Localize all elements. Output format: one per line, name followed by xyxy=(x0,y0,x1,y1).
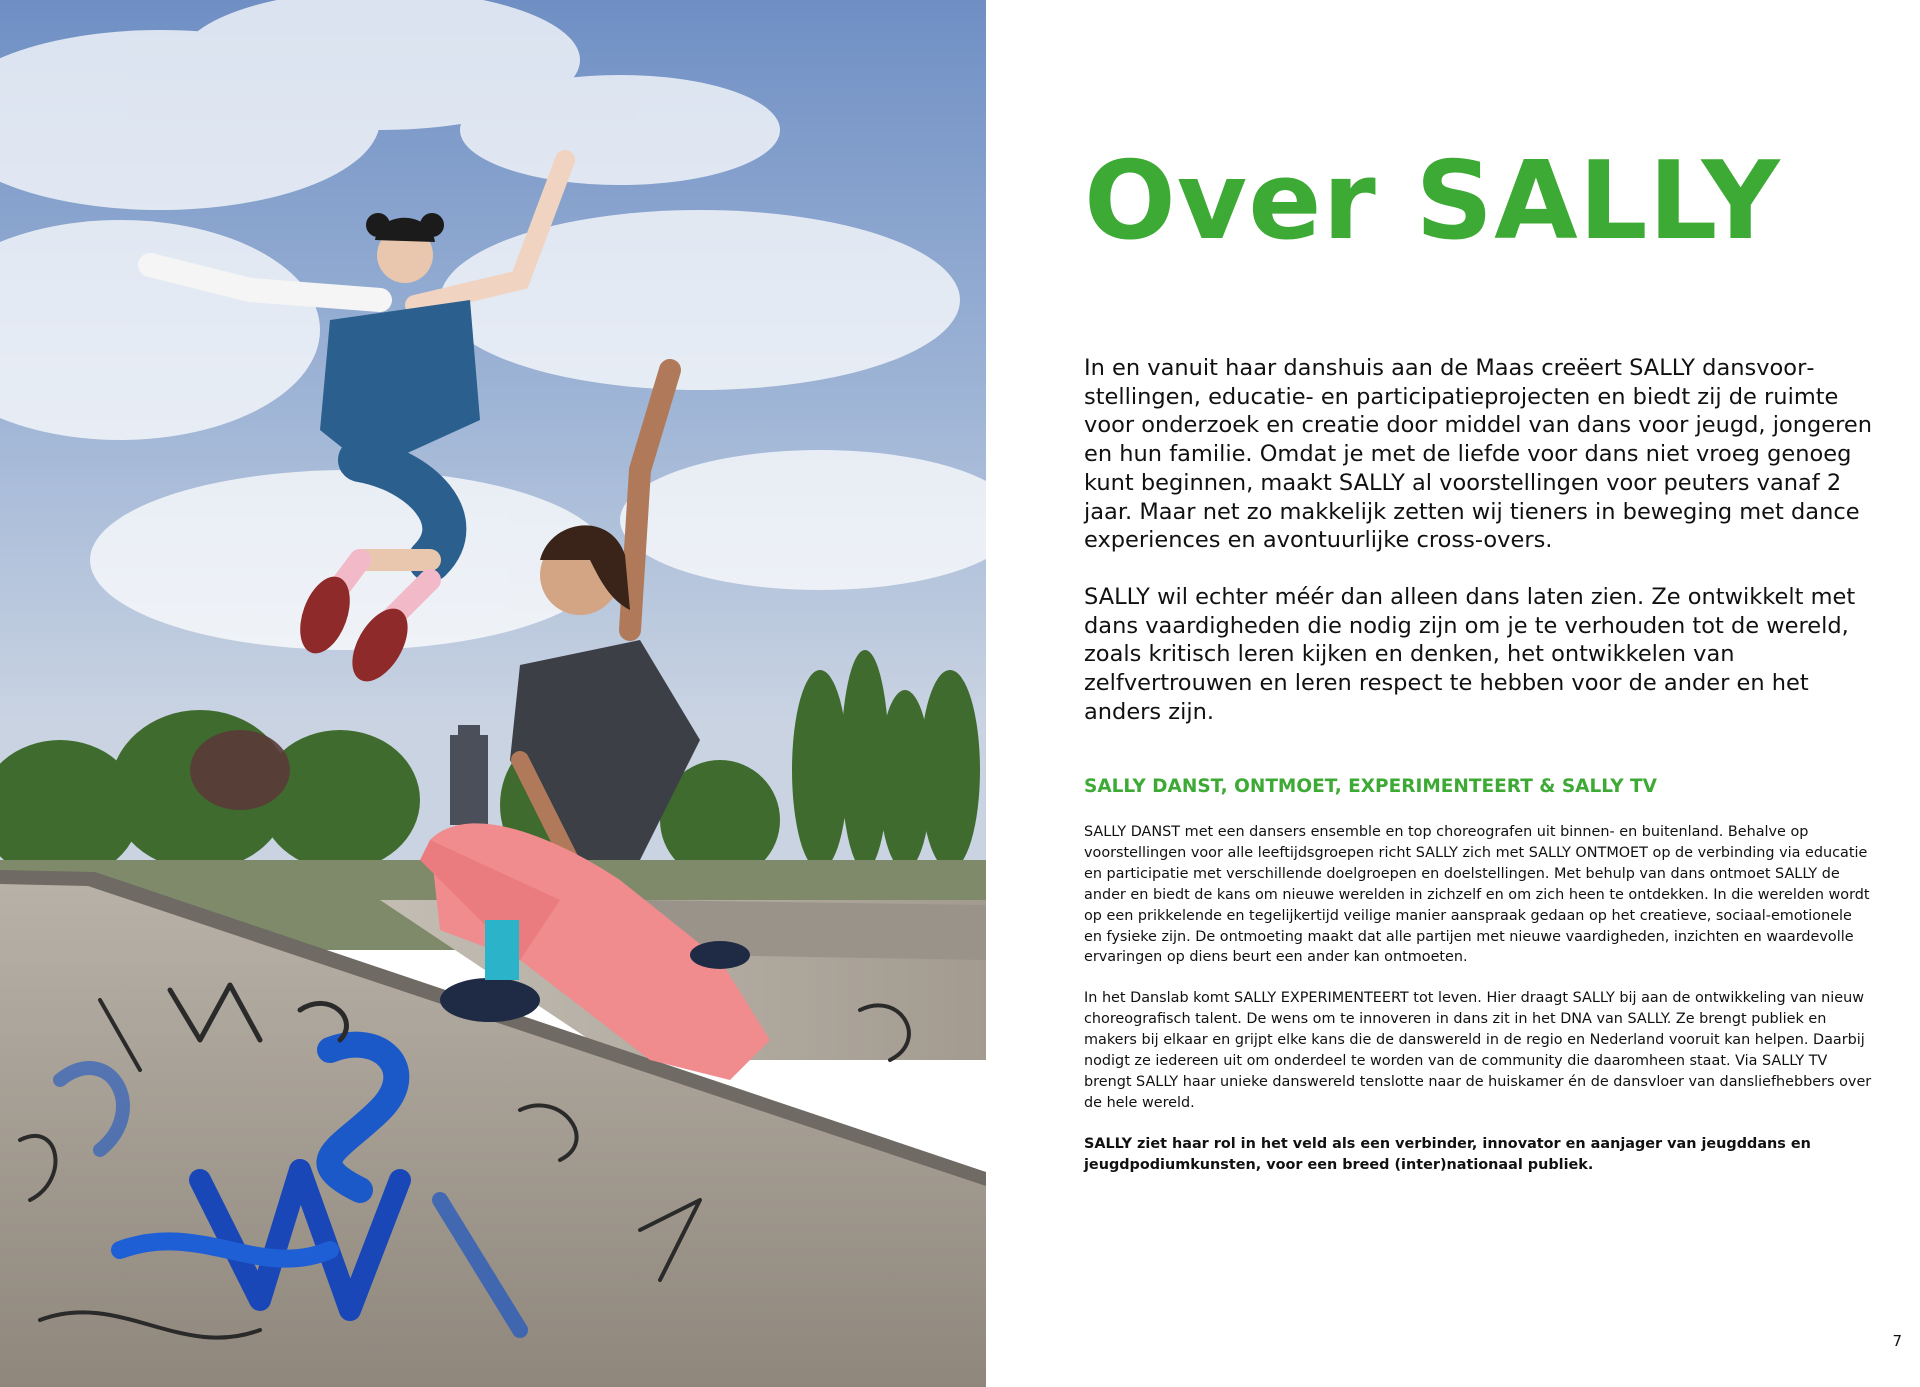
body-paragraph: SALLY DANST met een dansers ensemble en top choreografen uit binnen- en buitenland. Behalve op voorstellingen voor alle leeftijdsgroepen richt SALLY zich met SALLY ONTMOET op de verbinding via educatie en participatie met verschillende doelgroepen en doelstellingen. Met behulp van dans ontmoet SALLY de ander en biedt de kans om nieuwe werelden in zichzelf en om zich heen te ontdekken. In die werelden wordt op een prikkelende en tegelijkertijd veilige manier aanspraak gedaan op het creatieve, sociaal-emotionele en fysieke zijn. De ontmoeting maakt dat alle partijen met nieuwe vaardigheden, inzichten en waardevolle ervaringen op diens beurt een ander kan ontmoeten. xyxy=(1084,824,1870,966)
page-number: 7 xyxy=(1892,1332,1902,1350)
page-title: Over SALLY xyxy=(1084,139,1781,264)
closing-statement: SALLY ziet haar rol in het veld als een verbinder, innovator en aanjager van jeugddans en jeugdpodiumkunsten, voor een breed (inter)nationaal publiek. xyxy=(1084,1135,1811,1173)
section-heading: SALLY DANST, ONTMOET, EXPERIMENTEERT & SALLY TV xyxy=(1084,776,1657,797)
body-paragraph: In het Danslab komt SALLY EXPERIMENTEERT tot leven. Hier draagt SALLY bij aan de ontwikkeling van nieuw choreografisch talent. De wens om te innoveren in dans zit in het DNA van SALLY. Ze brengt publiek en makers bij elkaar en grijpt elke kans die de danswereld in de regio en Nederland vooruit kan helpen. Daarbij nodigt ze iedereen uit om onderdeel te worden van de community die daaromheen staat. Via SALLY TV brengt SALLY haar unieke danswereld tenslotte naar de huiskamer én de dansvloer van dansliefhebbers over de hele wereld. xyxy=(1084,990,1872,1111)
text-page xyxy=(1084,0,1874,1387)
intro-paragraph: In en vanuit haar danshuis aan de Maas creëert SALLY dansvoorstellingen, educatie- en participatieprojecten en biedt zij de ruimte voor onderzoek en creatie door middel van dans voor jeugd, jongeren en hun familie. Omdat je met de liefde voor dans niet vroeg genoeg kunt beginnen, maakt SALLY al voorstellingen voor peuters vanaf 2 jaar. Maar net zo makkelijk zetten wij tieners in beweging met dance experiences en avontuurlijke cross-overs. xyxy=(1084,355,1872,554)
intro-text xyxy=(1084,354,1874,754)
intro-paragraph: SALLY wil echter méér dan alleen dans laten zien. Ze ontwikkelt met dans vaardigheden die nodig zijn om je te verhouden tot de wereld, zoals kritisch leren kijken en denken, het ontwikkelen van zelfvertrouwen en leren respect te hebben voor de ander en het anders zijn. xyxy=(1084,583,1856,725)
section-body xyxy=(1084,822,1874,1196)
